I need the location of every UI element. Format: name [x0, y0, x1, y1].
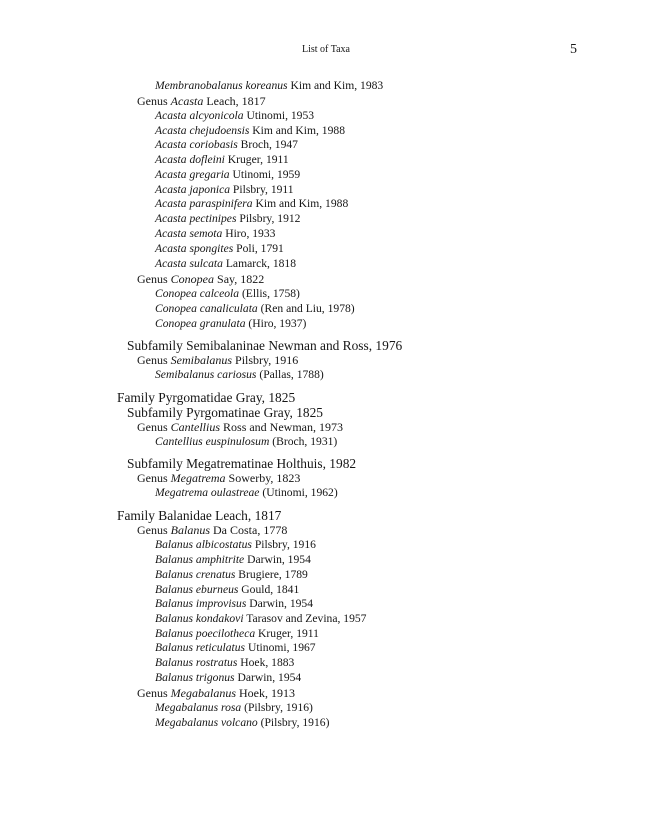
genus-heading: [137, 272, 264, 287]
authority: (Hiro, 1937): [245, 317, 307, 330]
species-entry: [155, 671, 301, 684]
taxon-name: Acasta paraspinifera: [155, 197, 253, 210]
species-entry: [155, 109, 314, 122]
subfamily-heading: Subfamily Semibalaninae Newman and Ross, 1976: [127, 338, 403, 353]
genus-heading: [137, 471, 300, 486]
authority: Kim and Kim, 1983: [287, 79, 384, 92]
subfamily-heading: Subfamily Pyrgomatinae Gray, 1825: [127, 405, 323, 420]
family-heading: Family Pyrgomatidae Gray, 1825: [117, 390, 296, 405]
taxon-name: Cantellius euspinulosum: [155, 435, 270, 448]
authority: Lamarck, 1818: [222, 257, 297, 270]
authority: Darwin, 1954: [234, 671, 302, 684]
rank-label: Genus: [137, 272, 171, 286]
authority: (Pilsbry, 1916): [241, 701, 313, 714]
taxon-name: Semibalanus cariosus: [155, 368, 257, 381]
rank-label: Genus: [137, 353, 171, 367]
species-entry: [155, 612, 366, 625]
rank-label: Genus: [137, 94, 171, 108]
species-entry: [155, 302, 355, 315]
genus-heading: [137, 353, 298, 368]
taxon-name: Semibalanus: [170, 353, 233, 367]
taxon-name: Acasta coriobasis: [155, 138, 238, 151]
taxon-name: Megatrema oulastreae: [155, 486, 260, 499]
genus-heading: [137, 420, 343, 435]
authority: Hiro, 1933: [222, 227, 276, 240]
species-entry: [155, 583, 299, 596]
authority: Utinomi, 1959: [229, 168, 301, 181]
authority: Brugiere, 1789: [235, 568, 308, 581]
authority: Kim and Kim, 1988: [252, 197, 349, 210]
taxon-name: Conopea granulata: [155, 317, 246, 330]
species-entry: [155, 287, 300, 300]
authority: (Pallas, 1788): [256, 368, 324, 381]
authority: Darwin, 1954: [246, 597, 314, 610]
taxon-name: Acasta semota: [155, 227, 223, 240]
taxon-name: Cantellius: [170, 420, 221, 434]
taxon-name: Acasta sulcata: [155, 257, 223, 270]
authority: Sowerby, 1823: [225, 471, 301, 485]
authority: Pilsbry, 1911: [230, 183, 294, 196]
taxon-name: Balanus albicostatus: [155, 538, 252, 551]
taxon-name: Balanus crenatus: [155, 568, 236, 581]
taxon-name: Balanus improvisus: [155, 597, 247, 610]
running-head: List of Taxa: [302, 44, 350, 55]
taxon-name: Acasta pectinipes: [155, 212, 237, 225]
taxon-name: Acasta spongites: [155, 242, 234, 255]
taxon-name: Balanus kondakovi: [155, 612, 244, 625]
authority: Utinomi, 1967: [245, 641, 316, 654]
family-heading: Family Balanidae Leach, 1817: [117, 508, 282, 523]
species-entry: [155, 124, 345, 137]
authority: Say, 1822: [214, 272, 265, 286]
taxon-name: Membranobalanus koreanus: [155, 79, 288, 92]
authority: Kim and Kim, 1988: [249, 124, 345, 137]
taxon-name: Conopea: [170, 272, 215, 286]
species-entry: [155, 538, 316, 551]
species-entry: [155, 317, 306, 330]
taxon-name: Balanus poecilotheca: [155, 627, 256, 640]
genus-heading: [137, 686, 295, 701]
page-number: 5: [570, 42, 577, 57]
species-entry: [155, 153, 289, 166]
species-entry: [155, 212, 300, 225]
authority: Da Costa, 1778: [210, 523, 288, 537]
authority: Broch, 1947: [237, 138, 298, 151]
authority: Hoek, 1913: [236, 686, 295, 700]
species-entry: [155, 627, 319, 640]
species-entry: [155, 197, 348, 210]
species-entry: [155, 257, 296, 270]
authority: (Ellis, 1758): [239, 287, 300, 300]
authority: Pilsbry, 1912: [236, 212, 301, 225]
species-entry: [155, 435, 337, 448]
species-entry: [155, 568, 308, 581]
taxon-name: Balanus eburneus: [155, 583, 239, 596]
taxon-name: Balanus rostratus: [155, 656, 238, 669]
species-entry: [155, 553, 311, 566]
authority: Kruger, 1911: [224, 153, 289, 166]
taxon-name: Megabalanus rosa: [155, 701, 242, 714]
authority: (Utinomi, 1962): [259, 486, 338, 499]
taxon-name: Megatrema: [170, 471, 226, 485]
taxon-name: Balanus: [170, 523, 211, 537]
species-entry: [155, 656, 294, 669]
authority: Pilsbry, 1916: [251, 538, 316, 551]
authority: Utinomi, 1953: [243, 109, 315, 122]
taxon-name: Conopea canaliculata: [155, 302, 258, 315]
species-entry: [155, 168, 300, 181]
species-entry: [155, 138, 298, 151]
rank-label: Genus: [137, 471, 171, 485]
authority: Leach, 1817: [203, 94, 266, 108]
taxon-name: Acasta japonica: [155, 183, 231, 196]
rank-label: Genus: [137, 420, 171, 434]
taxon-name: Megabalanus volcano: [155, 716, 258, 729]
subfamily-heading: Subfamily Megatrematinae Holthuis, 1982: [127, 456, 357, 471]
authority: (Pilsbry, 1916): [257, 716, 330, 729]
species-entry: [155, 641, 316, 654]
species-entry: [155, 486, 338, 499]
authority: Poli, 1791: [233, 242, 284, 255]
taxon-name: Conopea calceola: [155, 287, 240, 300]
species-entry: [155, 183, 294, 196]
rank-label: Genus: [137, 523, 171, 537]
species-entry: [155, 701, 313, 714]
authority: Darwin, 1954: [244, 553, 311, 566]
authority: Ross and Newman, 1973: [220, 420, 344, 434]
species-entry: [155, 227, 275, 240]
species-entry: [155, 242, 284, 255]
taxon-name: Megabalanus: [170, 686, 236, 700]
authority: (Broch, 1931): [269, 435, 338, 448]
species-entry: [155, 368, 324, 381]
authority: Gould, 1841: [238, 583, 300, 596]
rank-label: Genus: [137, 686, 171, 700]
taxon-name: Acasta alcyonicola: [155, 109, 244, 122]
genus-heading: [137, 523, 287, 538]
authority: Tarasov and Zevina, 1957: [243, 612, 367, 625]
authority: Hoek, 1883: [237, 656, 295, 669]
taxon-name: Acasta gregaria: [155, 168, 230, 181]
species-entry: [155, 597, 313, 610]
authority: Pilsbry, 1916: [232, 353, 299, 367]
authority: Kruger, 1911: [255, 627, 319, 640]
taxon-name: Balanus trigonus: [155, 671, 235, 684]
species-entry: [155, 79, 383, 92]
species-entry: [155, 716, 329, 729]
taxon-name: Acasta: [170, 94, 204, 108]
authority: (Ren and Liu, 1978): [257, 302, 355, 315]
taxon-name: Acasta dofleini: [155, 153, 225, 166]
taxon-name: Acasta chejudoensis: [155, 124, 250, 137]
taxon-name: Balanus amphitrite: [155, 553, 245, 566]
taxon-name: Balanus reticulatus: [155, 641, 246, 654]
genus-heading: [137, 94, 266, 109]
